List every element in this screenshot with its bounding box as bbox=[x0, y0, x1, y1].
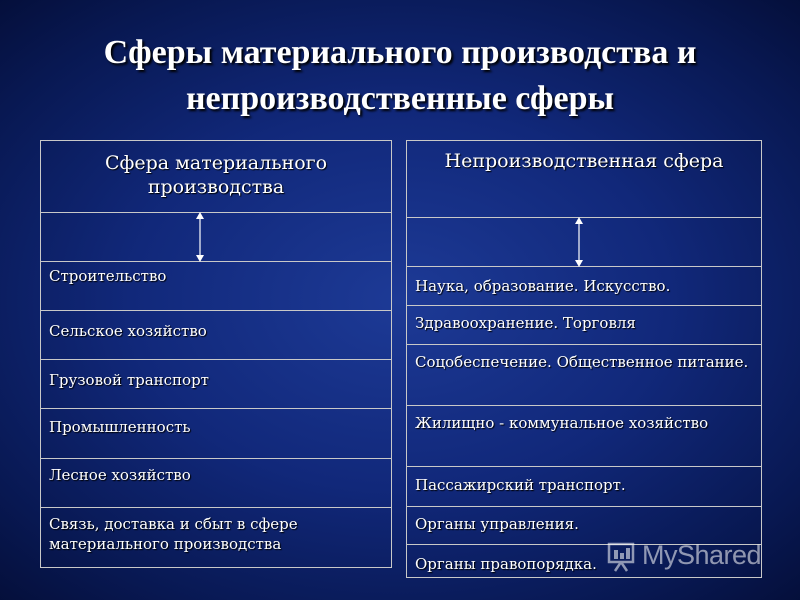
list-item bbox=[407, 406, 761, 467]
list-item bbox=[41, 311, 391, 360]
list-item-text: Сельское хозяйство bbox=[49, 322, 207, 340]
list-item bbox=[41, 360, 391, 409]
non-production-arrow-row bbox=[407, 218, 761, 267]
slide-title bbox=[0, 30, 800, 122]
list-item-text: Органы правопорядка. bbox=[415, 555, 597, 573]
material-production-header-text: Сфера материального производства bbox=[104, 152, 328, 198]
list-item-text: Связь, доставка и сбыт в сфере материального производства bbox=[49, 515, 298, 553]
list-item-text: Здравоохранение. Торговля bbox=[415, 314, 636, 332]
non-production-header-text: Непроизводственная сфера bbox=[444, 150, 724, 172]
list-item-text: Грузовой транспорт bbox=[49, 371, 209, 389]
double-arrow-icon bbox=[194, 212, 206, 262]
list-item-text: Органы управления. bbox=[415, 515, 579, 533]
slide-title-line-1: Сферы материального производства и bbox=[103, 34, 697, 71]
non-production-table bbox=[406, 140, 762, 578]
list-item-text: Строительство bbox=[49, 267, 167, 285]
watermark-text: MyShared bbox=[642, 540, 762, 570]
double-arrow-icon bbox=[573, 217, 585, 267]
list-item bbox=[407, 267, 761, 306]
list-item bbox=[407, 306, 761, 345]
list-item bbox=[41, 508, 391, 568]
list-item bbox=[41, 459, 391, 508]
presentation-board-icon bbox=[606, 538, 640, 574]
material-arrow-row bbox=[41, 213, 391, 262]
list-item bbox=[41, 409, 391, 459]
non-production-header bbox=[407, 141, 761, 218]
list-item-text: Жилищно - коммунальное хозяйство bbox=[415, 414, 709, 432]
list-item bbox=[41, 262, 391, 311]
list-item-text: Наука, образование. Искусство. bbox=[415, 277, 671, 295]
list-item-text: Лесное хозяйство bbox=[49, 466, 191, 484]
list-item-text: Пассажирский транспорт. bbox=[415, 476, 626, 494]
material-production-header bbox=[41, 141, 391, 213]
slide-title-line-2: непроизводственные сферы bbox=[185, 80, 615, 117]
list-item bbox=[407, 345, 761, 406]
list-item-text: Соцобеспечение. Общественное питание. bbox=[415, 353, 749, 371]
list-item bbox=[407, 467, 761, 507]
list-item-text: Промышленность bbox=[49, 418, 191, 436]
material-production-table bbox=[40, 140, 392, 568]
watermark bbox=[606, 538, 786, 578]
